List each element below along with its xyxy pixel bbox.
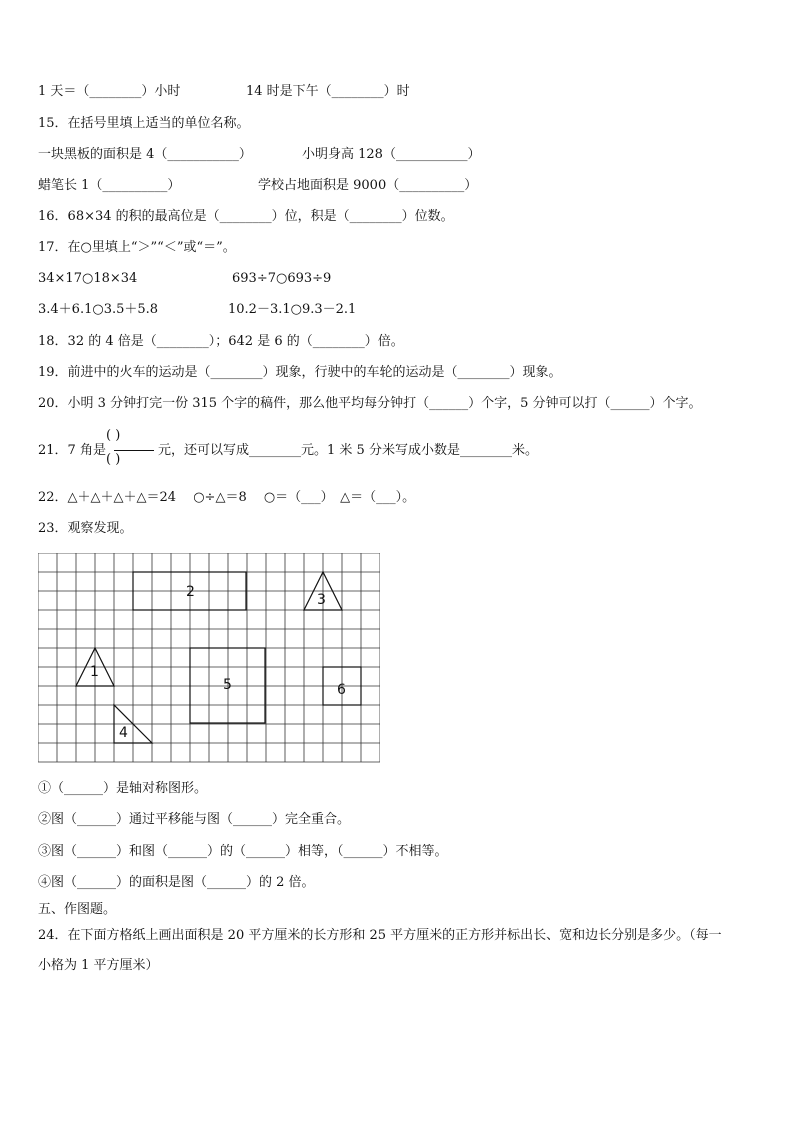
shape-5-label: 5 bbox=[223, 677, 232, 693]
question-23: 23．观察发现。 bbox=[38, 521, 133, 536]
question-22: 22．△＋△＋△＋△＝24 ○÷△＝8 ○＝（___） △＝（___）。 bbox=[38, 490, 416, 505]
q15-crayon-length: 蜡笔长 1（__________） bbox=[38, 178, 181, 193]
q21-fraction-bar bbox=[114, 450, 154, 451]
shape-3-label: 3 bbox=[317, 592, 326, 608]
question-24-line-1: 24．在下面方格纸上画出面积是 20 平方厘米的长方形和 25 平方厘米的正方形并标出长、宽和边长分别是多少。（每一 bbox=[38, 928, 722, 943]
question-18: 18．32 的 4 倍是（________）；642 是 6 的（________）倍。 bbox=[38, 334, 404, 349]
q15-blackboard-area: 一块黑板的面积是 4（___________） bbox=[38, 147, 252, 162]
q15-school-area: 学校占地面积是 9000（__________） bbox=[258, 178, 478, 193]
shape-4-label: 4 bbox=[119, 725, 128, 741]
question-21-prefix: 21．7 角是 bbox=[38, 443, 106, 458]
shape-6-label: 6 bbox=[337, 682, 346, 698]
q23-answer-1: ①（______）是轴对称图形。 bbox=[38, 781, 208, 796]
grid-figure bbox=[38, 553, 380, 763]
question-16: 16．68×34 的积的最高位是（________）位，积是（________）位数。 bbox=[38, 209, 454, 224]
q17-compare-a: 34×17○18×34 bbox=[38, 271, 138, 286]
shape-2-label: 2 bbox=[186, 584, 195, 600]
q17-compare-b: 693÷7○693÷9 bbox=[232, 271, 332, 286]
question-20: 20．小明 3 分钟打完一份 315 个字的稿件，那么他平均每分钟打（______）个字，5 分钟可以打（______）个字。 bbox=[38, 396, 702, 411]
question-19: 19．前进中的火车的运动是（________）现象，行驶中的车轮的运动是（________）现象。 bbox=[38, 365, 562, 380]
fill-line-afternoon-hour: 14 时是下午（________）时 bbox=[246, 84, 410, 99]
question-15: 15．在括号里填上适当的单位名称。 bbox=[38, 116, 250, 131]
shape-1-label: 1 bbox=[90, 664, 99, 680]
fill-line-day-hours: 1 天＝（________）小时 bbox=[38, 84, 181, 99]
question-24-line-2: 小格为 1 平方厘米） bbox=[38, 958, 159, 973]
q21-fraction-denominator: ( ) bbox=[106, 452, 121, 467]
q21-fraction bbox=[106, 428, 158, 474]
q17-compare-d: 10.2－3.1○9.3－2.1 bbox=[228, 302, 357, 317]
q21-fraction-numerator: ( ) bbox=[106, 428, 121, 443]
q23-answer-4: ④图（______）的面积是图（______）的 2 倍。 bbox=[38, 875, 315, 890]
q15-height: 小明身高 128（___________） bbox=[302, 147, 481, 162]
q23-answer-3: ③图（______）和图（______）的（______）相等，（______）不相等。 bbox=[38, 844, 448, 859]
question-17: 17．在○里填上“＞”“＜”或“＝”。 bbox=[38, 240, 236, 255]
q17-compare-c: 3.4＋6.1○3.5＋5.8 bbox=[38, 302, 159, 317]
question-21-suffix: 元，还可以写成________元。1 米 5 分米写成小数是________米。 bbox=[158, 443, 538, 458]
q23-answer-2: ②图（______）通过平移能与图（______）完全重合。 bbox=[38, 812, 351, 827]
section-5-heading: 五、作图题。 bbox=[38, 902, 117, 917]
